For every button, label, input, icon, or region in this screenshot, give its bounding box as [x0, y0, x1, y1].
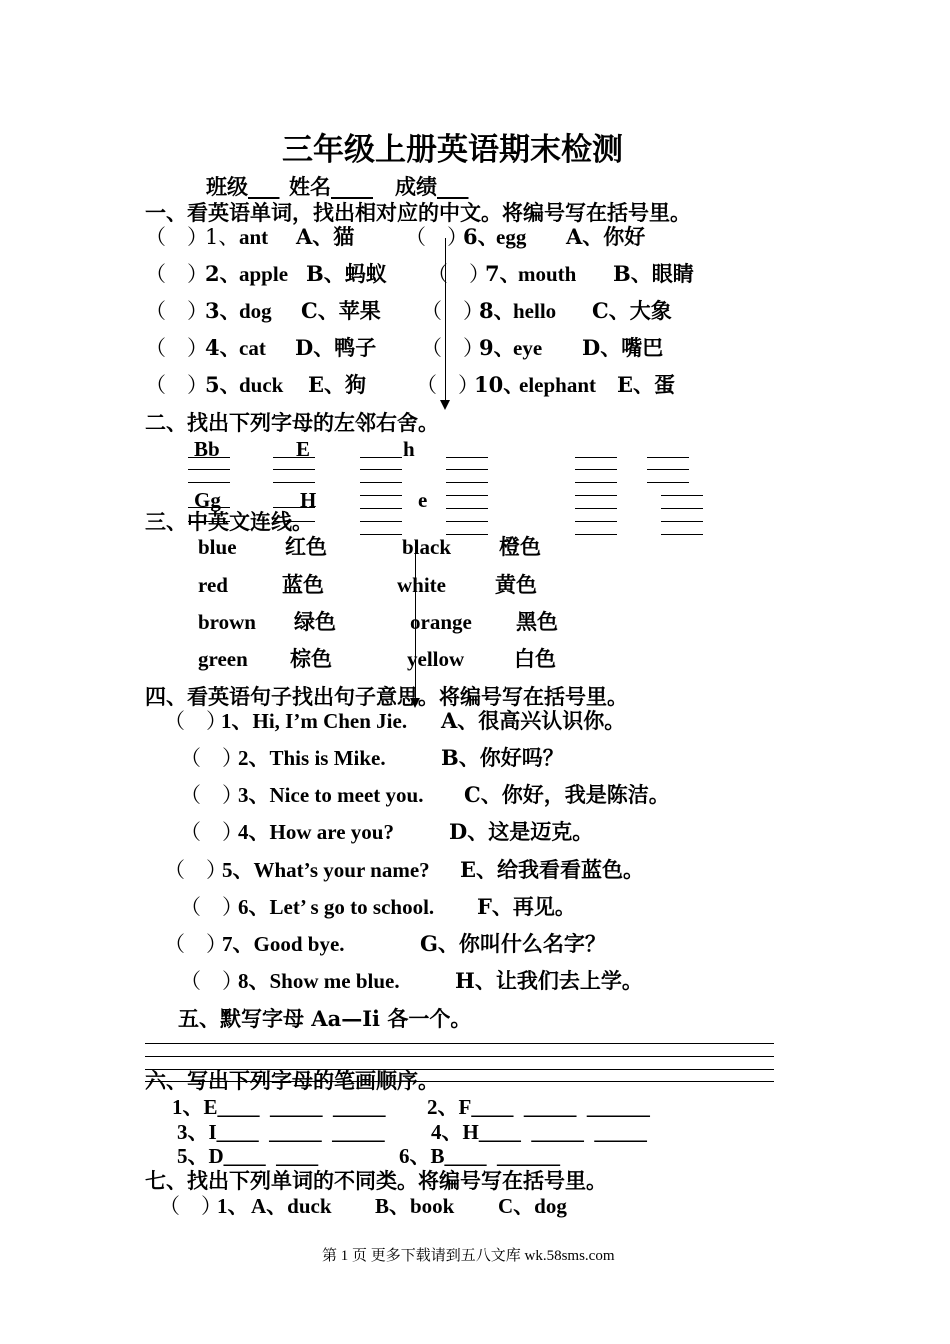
blank-line[interactable] [188, 469, 230, 470]
blank-line[interactable] [575, 457, 617, 458]
color-word-en[interactable]: black [402, 535, 452, 559]
blank-line[interactable] [188, 457, 230, 458]
english-word: hello [513, 299, 557, 323]
item-number: 8、 [479, 298, 515, 323]
blank-line[interactable] [273, 482, 315, 483]
blank-line[interactable] [446, 457, 488, 458]
chinese-option: C、苹果 [301, 298, 381, 323]
chinese-option: C、你好，我是陈洁。 [464, 782, 670, 807]
item-number: 1、 [217, 1194, 249, 1218]
english-sentence: 5、What’s your name? [222, 858, 430, 882]
item-number: 2、 [205, 261, 241, 286]
stroke-order-item[interactable]: 2、F____ _____ ______ [427, 1095, 650, 1119]
chinese-option: A、你好 [566, 224, 646, 249]
section-1-heading: 一、看英语单词，找出相对应的中文。将编号写在括号里。 [145, 200, 691, 225]
arrow-line [445, 238, 446, 402]
color-word-cn[interactable]: 棕色 [290, 646, 332, 671]
letter-h-upper: H [300, 488, 317, 512]
english-sentence: 6、Let’ s go to school. [238, 895, 435, 919]
writing-line[interactable] [145, 1056, 774, 1057]
letter-bb: Bb [194, 437, 220, 461]
english-word: apple [239, 262, 289, 286]
chinese-option: D、嘴巴 [582, 335, 664, 360]
blank-line[interactable] [446, 534, 488, 535]
chinese-option: G、你叫什么名字？ [420, 931, 606, 956]
english-word: elephant [519, 373, 597, 397]
page-footer: 第 1 页 更多下载请到五八文库 wk.58sms.com [322, 1248, 615, 1264]
blank-line[interactable] [575, 469, 617, 470]
blank-line[interactable] [647, 482, 689, 483]
chinese-option: B、眼睛 [613, 261, 694, 286]
color-word-en[interactable]: green [198, 647, 248, 671]
english-sentence: 7、Good bye. [222, 932, 345, 956]
answer-paren[interactable]: （ ） [164, 932, 227, 956]
color-word-en[interactable]: orange [410, 610, 472, 634]
item-number: 6、 [463, 224, 499, 249]
arrow-line [415, 540, 416, 700]
option-b: B、book [375, 1194, 455, 1218]
blank-line[interactable] [661, 508, 703, 509]
english-word: duck [239, 373, 284, 397]
chinese-option: E、蛋 [617, 372, 676, 397]
blank-line[interactable] [446, 495, 488, 496]
color-word-en[interactable]: blue [198, 535, 237, 559]
color-word-en[interactable]: brown [198, 610, 256, 634]
chinese-option: A、猫 [296, 224, 355, 249]
blank-line[interactable] [188, 482, 230, 483]
blank-line[interactable] [273, 507, 315, 508]
chinese-option: E、给我看看蓝色。 [460, 857, 645, 882]
stroke-order-item[interactable]: 6、B____ ______ [399, 1144, 561, 1168]
name-field: 姓名____ [289, 174, 373, 199]
color-word-cn[interactable]: 红色 [285, 534, 327, 559]
blank-line[interactable] [188, 507, 230, 508]
color-word-cn[interactable]: 黑色 [516, 609, 558, 634]
blank-line[interactable] [661, 495, 703, 496]
answer-paren[interactable]: （ ） [159, 1194, 222, 1218]
blank-line[interactable] [360, 508, 402, 509]
option-a: A、duck [251, 1194, 332, 1218]
blank-line[interactable] [360, 521, 402, 522]
chinese-option: E、狗 [308, 372, 367, 397]
section-6-heading: 六、写出下列字母的笔画顺序。 [145, 1068, 439, 1093]
english-sentence: 8、Show me blue. [238, 969, 400, 993]
answer-paren[interactable]: （ ） [180, 746, 243, 770]
stroke-order-item[interactable]: 5、D____ ____ [177, 1144, 319, 1168]
chinese-option: B、你好吗？ [441, 745, 564, 770]
answer-paren[interactable]: （ ） [180, 969, 243, 993]
english-word: eye [513, 336, 543, 360]
letter-h: h [403, 437, 415, 461]
color-word-en[interactable]: red [198, 573, 228, 597]
item-number: 5、 [205, 372, 241, 397]
blank-line[interactable] [575, 495, 617, 496]
english-word: dog [239, 299, 272, 323]
answer-paren[interactable]: （ ） [180, 783, 243, 807]
color-word-cn[interactable]: 蓝色 [282, 572, 324, 597]
answer-paren[interactable]: （ ） [180, 895, 243, 919]
english-sentence: 1、Hi, I’m Chen Jie. [221, 709, 408, 733]
answer-paren[interactable]: （ ） [180, 820, 243, 844]
section-4-heading: 四、看英语句子找出句子意思。将编号写在括号里。 [145, 684, 628, 709]
blank-line[interactable] [647, 469, 689, 470]
stroke-order-item[interactable]: 1、E____ _____ _____ [172, 1095, 386, 1119]
blank-line[interactable] [360, 469, 402, 470]
blank-line[interactable] [575, 521, 617, 522]
arrowhead-icon [440, 400, 450, 410]
color-word-cn[interactable]: 黄色 [495, 572, 537, 597]
color-word-en[interactable]: yellow [407, 647, 465, 671]
blank-line[interactable] [360, 534, 402, 535]
letter-e: E [296, 437, 311, 461]
answer-paren[interactable]: （ ） [145, 373, 208, 397]
answer-paren[interactable]: （ ） [145, 336, 208, 360]
stroke-order-item[interactable]: 4、H____ _____ _____ [431, 1120, 647, 1144]
blank-line[interactable] [446, 482, 488, 483]
answer-paren[interactable]: （ ） [416, 373, 479, 397]
chinese-option: D、这是迈克。 [449, 819, 594, 844]
answer-paren[interactable]: （ ） [145, 299, 208, 323]
chinese-option: H、让我们去上学。 [455, 968, 643, 993]
item-number: 9、 [479, 335, 515, 360]
blank-line[interactable] [647, 457, 689, 458]
blank-line[interactable] [661, 534, 703, 535]
english-word: cat [239, 336, 266, 360]
stroke-order-item[interactable]: 3、I____ _____ _____ [177, 1120, 385, 1144]
item-number: 10、 [474, 372, 525, 397]
color-word-cn[interactable]: 绿色 [294, 609, 336, 634]
color-word-en[interactable]: white [397, 573, 446, 597]
answer-paren[interactable]: （ ） [421, 336, 484, 360]
section-7-heading: 七、找出下列单词的不同类。将编号写在括号里。 [145, 1168, 607, 1193]
chinese-option: F、再见。 [477, 894, 576, 919]
item-number: 3、 [205, 298, 241, 323]
answer-paren[interactable]: （ ） [421, 299, 484, 323]
english-sentence: 4、How are you? [238, 820, 394, 844]
blank-line[interactable] [661, 521, 703, 522]
section-2-heading: 二、找出下列字母的左邻右舍。 [145, 410, 439, 435]
section-5-heading: 五、默写字母 Aa—Ii 各一个。 [178, 1006, 472, 1031]
chinese-option: A、很高兴认识你。 [441, 708, 626, 733]
english-word: ant [239, 225, 269, 249]
answer-paren[interactable]: （ ） [145, 262, 208, 286]
answer-paren[interactable]: （ ） [405, 225, 468, 249]
page-title: 三年级上册英语期末检测 [282, 132, 623, 168]
blank-line[interactable] [360, 482, 402, 483]
blank-line[interactable] [273, 469, 315, 470]
letter-gg: Gg [194, 488, 221, 512]
color-word-cn[interactable]: 橙色 [499, 534, 541, 559]
english-word: mouth [518, 262, 577, 286]
blank-line[interactable] [575, 482, 617, 483]
answer-paren[interactable]: （ ） [427, 262, 490, 286]
blank-line[interactable] [575, 508, 617, 509]
english-word: egg [496, 225, 527, 249]
answer-paren[interactable]: （ ） [164, 709, 227, 733]
chinese-option: D、鸭子 [295, 335, 377, 360]
option-c: C、dog [498, 1194, 567, 1218]
class-field: 班级___ [206, 174, 280, 199]
answer-paren[interactable]: （ ） [145, 225, 208, 249]
blank-line[interactable] [446, 469, 488, 470]
english-sentence: 3、Nice to meet you. [238, 783, 424, 807]
answer-paren[interactable]: （ ） [164, 858, 227, 882]
section-3-heading: 三、中英文连线。 [145, 509, 313, 534]
blank-line[interactable] [360, 495, 402, 496]
blank-line[interactable] [360, 457, 402, 458]
item-number: 7、 [485, 261, 521, 286]
chinese-option: C、大象 [592, 298, 672, 323]
chinese-option: B、蚂蚁 [306, 261, 387, 286]
english-sentence: 2、This is Mike. [238, 746, 386, 770]
item-number: 1、 [205, 225, 240, 249]
writing-line[interactable] [145, 1043, 774, 1044]
blank-line[interactable] [575, 534, 617, 535]
score-field: 成绩___ [395, 174, 469, 199]
blank-line[interactable] [446, 508, 488, 509]
color-word-cn[interactable]: 白色 [514, 646, 556, 671]
blank-line[interactable] [446, 521, 488, 522]
item-number: 4、 [205, 335, 241, 360]
blank-line[interactable] [273, 457, 315, 458]
letter-e-lower: e [418, 488, 428, 512]
